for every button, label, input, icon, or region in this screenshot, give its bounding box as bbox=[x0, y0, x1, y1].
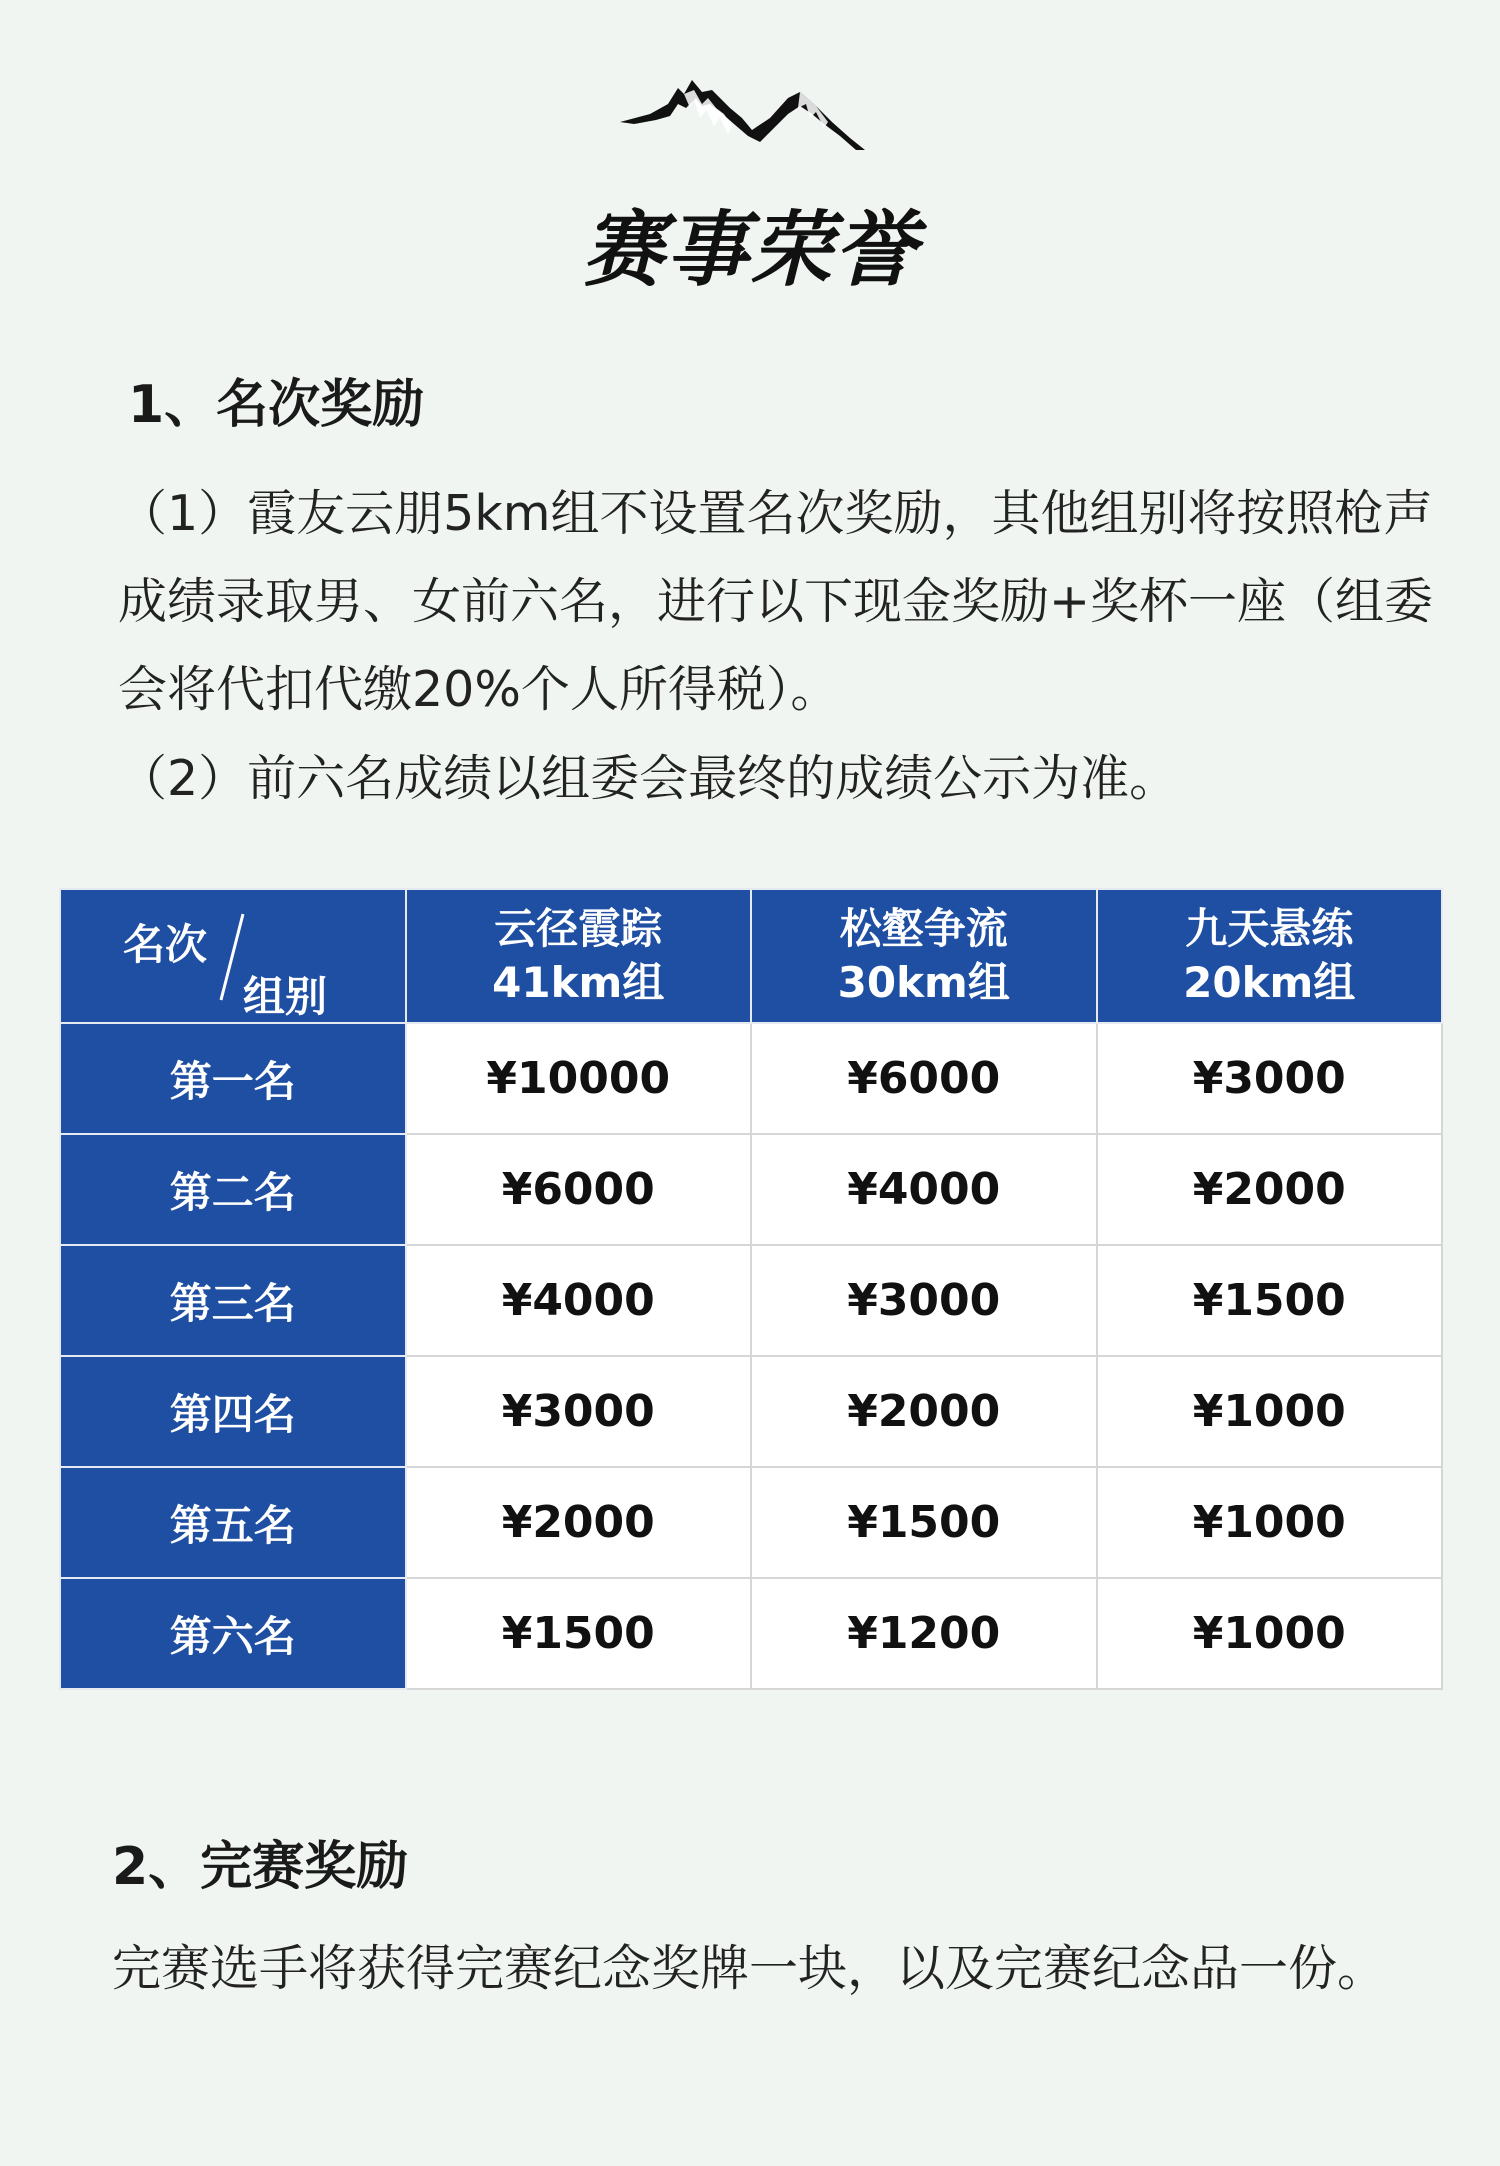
rank-cell: 第六名 bbox=[60, 1578, 406, 1689]
table-header-row bbox=[60, 889, 1442, 1023]
prize-cell: ¥2000 bbox=[406, 1467, 752, 1578]
prize-cell: ¥1500 bbox=[1097, 1245, 1443, 1356]
prize-cell: ¥1000 bbox=[1097, 1578, 1443, 1689]
table-row bbox=[60, 1023, 1442, 1134]
column-name: 九天悬练 bbox=[1185, 904, 1354, 953]
prize-cell: ¥1000 bbox=[1097, 1467, 1443, 1578]
prize-table bbox=[59, 888, 1443, 1690]
rank-cell: 第一名 bbox=[60, 1023, 406, 1134]
page-title: 赛事荣誉 bbox=[582, 203, 918, 298]
ranking-awards-paragraph-1: （1）霞友云朋5km组不设置名次奖励，其他组别将按照枪声成绩录取男、女前六名，进行以下现金奖励+奖杯一座（组委会将代扣代缴20%个人所得税）。 bbox=[118, 485, 1434, 718]
column-header-41km bbox=[406, 889, 752, 1023]
column-name: 松壑争流 bbox=[839, 904, 1008, 953]
rank-cell: 第五名 bbox=[60, 1467, 406, 1578]
rank-cell: 第三名 bbox=[60, 1245, 406, 1356]
table-row bbox=[60, 1467, 1442, 1578]
column-distance: 30km组 bbox=[837, 958, 1010, 1007]
table-corner-header bbox=[60, 889, 406, 1023]
prize-cell: ¥1200 bbox=[751, 1578, 1097, 1689]
prize-cell: ¥3000 bbox=[751, 1245, 1097, 1356]
prize-cell: ¥10000 bbox=[406, 1023, 752, 1134]
finisher-awards-paragraph: 完赛选手将获得完赛纪念奖牌一块，以及完赛纪念品一份。 bbox=[112, 1940, 1387, 1997]
prize-cell: ¥4000 bbox=[751, 1134, 1097, 1245]
column-header-30km bbox=[751, 889, 1097, 1023]
prize-cell: ¥2000 bbox=[751, 1356, 1097, 1467]
ranking-awards-paragraph-2: （2）前六名成绩以组委会最终的成绩公示为准。 bbox=[118, 750, 1179, 807]
prize-cell: ¥3000 bbox=[1097, 1023, 1443, 1134]
mountain-peaks-icon bbox=[620, 78, 890, 153]
prize-cell: ¥1000 bbox=[1097, 1356, 1443, 1467]
column-distance: 20km组 bbox=[1183, 958, 1356, 1007]
prize-cell: ¥1500 bbox=[406, 1578, 752, 1689]
prize-cell: ¥6000 bbox=[751, 1023, 1097, 1134]
column-distance: 41km组 bbox=[492, 958, 665, 1007]
section-heading-finisher-awards: 2、完赛奖励 bbox=[112, 1837, 409, 1897]
prize-cell: ¥4000 bbox=[406, 1245, 752, 1356]
column-name: 云径霞踪 bbox=[494, 904, 663, 953]
corner-rank-label: 名次 bbox=[123, 920, 208, 969]
prize-cell: ¥1500 bbox=[751, 1467, 1097, 1578]
prize-cell: ¥2000 bbox=[1097, 1134, 1443, 1245]
table-row bbox=[60, 1578, 1442, 1689]
section-heading-ranking-awards: 1、名次奖励 bbox=[128, 375, 425, 435]
rank-cell: 第二名 bbox=[60, 1134, 406, 1245]
table-row bbox=[60, 1356, 1442, 1467]
table-row bbox=[60, 1245, 1442, 1356]
table-row bbox=[60, 1134, 1442, 1245]
corner-group-label: 组别 bbox=[243, 972, 328, 1021]
prize-cell: ¥3000 bbox=[406, 1356, 752, 1467]
column-header-20km bbox=[1097, 889, 1443, 1023]
rank-cell: 第四名 bbox=[60, 1356, 406, 1467]
prize-cell: ¥6000 bbox=[406, 1134, 752, 1245]
